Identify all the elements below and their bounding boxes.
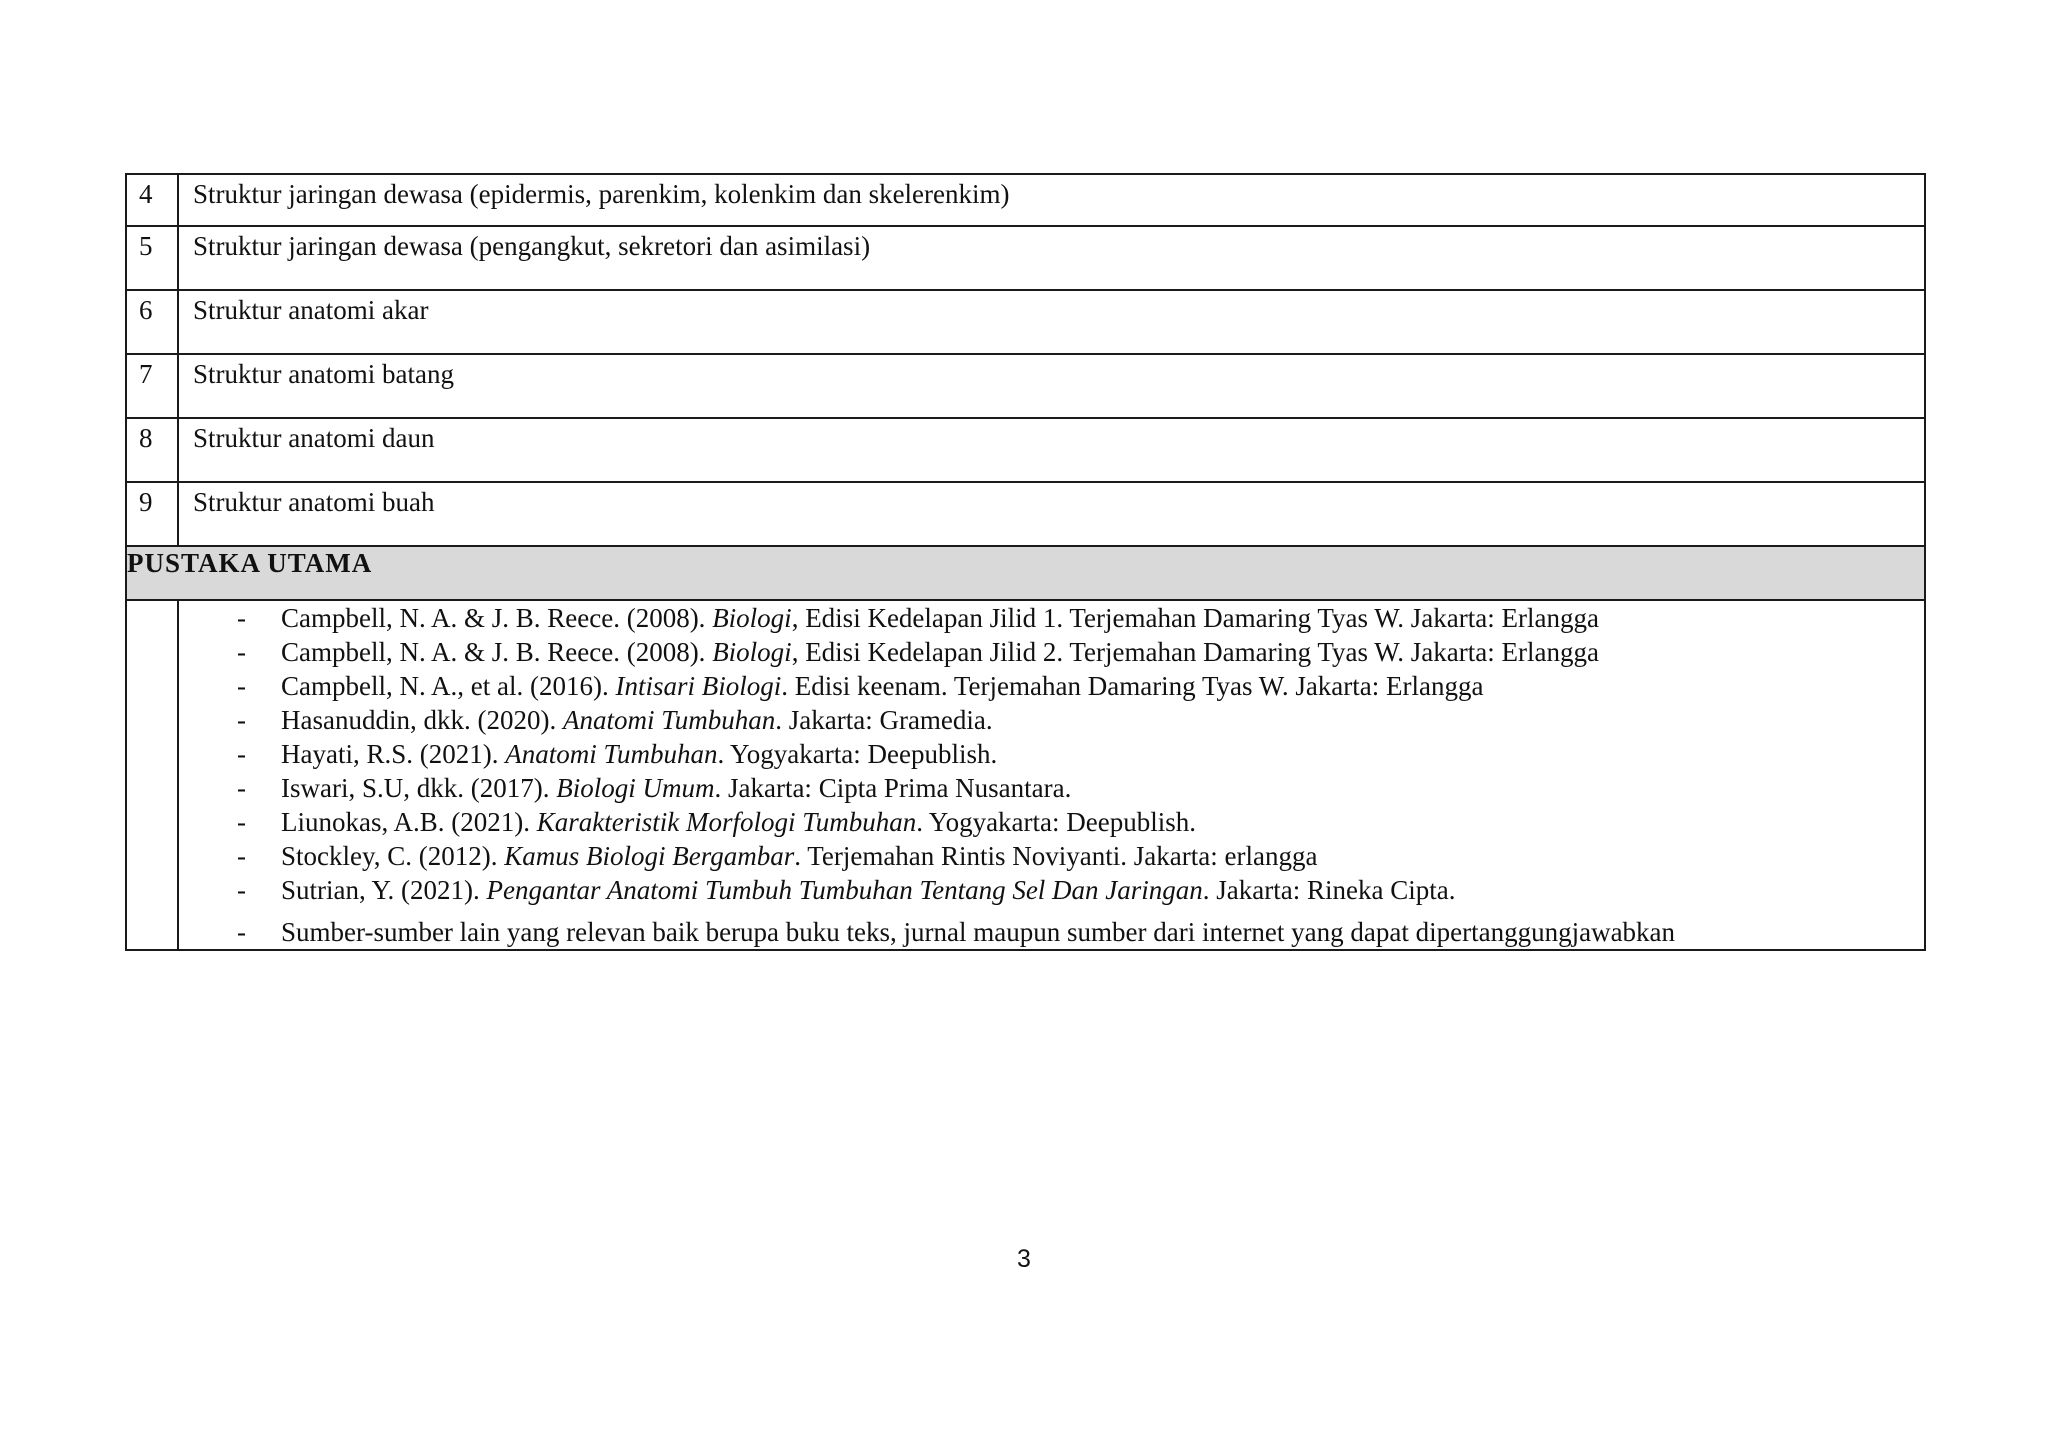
bullet-dash: - xyxy=(237,603,246,633)
reference-author: Sutrian, Y. (2021). xyxy=(281,875,487,905)
table-row xyxy=(126,174,1925,226)
references-row xyxy=(126,600,1925,950)
reference-author: Campbell, N. A., et al. (2016). xyxy=(281,671,616,701)
bullet-dash: - xyxy=(237,637,246,667)
reference-item xyxy=(179,805,1924,839)
reference-author: Liunokas, A.B. (2021). xyxy=(281,807,537,837)
reference-author: Iswari, S.U, dkk. (2017). xyxy=(281,773,557,803)
reference-details: . Yogyakarta: Deepublish. xyxy=(916,807,1196,837)
bullet-dash: - xyxy=(237,917,246,947)
section-title: PUSTAKA UTAMA xyxy=(126,546,1925,600)
reference-details: . Edisi keenam. Terjemahan Damaring Tyas W. Jakarta: Erlangga xyxy=(781,671,1484,701)
bullet-dash: - xyxy=(237,773,246,803)
reference-title: Pengantar Anatomi Tumbuh Tumbuhan Tentang Sel Dan Jaringan xyxy=(486,875,1203,905)
reference-title: Biologi xyxy=(712,603,792,633)
reference-author: Campbell, N. A. & J. B. Reece. (2008). xyxy=(281,603,713,633)
reference-details: . Jakarta: Rineka Cipta. xyxy=(1202,875,1456,905)
row-topic: Struktur anatomi batang xyxy=(178,354,1925,418)
reference-title: Biologi Umum xyxy=(556,773,715,803)
reference-title: Intisari Biologi xyxy=(615,671,782,701)
reference-item xyxy=(179,601,1924,635)
row-topic: Struktur jaringan dewasa (pengangkut, sekretori dan asimilasi) xyxy=(178,226,1925,290)
row-number: 7 xyxy=(126,354,178,418)
bullet-dash: - xyxy=(237,739,246,769)
row-topic: Struktur anatomi daun xyxy=(178,418,1925,482)
reference-author: Campbell, N. A. & J. B. Reece. (2008). xyxy=(281,637,713,667)
reference-author: Hasanuddin, dkk. (2020). xyxy=(281,705,563,735)
reference-details: . Jakarta: Gramedia. xyxy=(775,705,993,735)
row-number: 6 xyxy=(126,290,178,354)
reference-details: , Edisi Kedelapan Jilid 2. Terjemahan Damaring Tyas W. Jakarta: Erlangga xyxy=(791,637,1599,667)
section-header-row xyxy=(126,546,1925,600)
reference-item xyxy=(179,737,1924,771)
references-number-cell xyxy=(126,600,178,950)
row-number: 8 xyxy=(126,418,178,482)
references-cell xyxy=(178,600,1925,950)
reference-details: , Edisi Kedelapan Jilid 1. Terjemahan Damaring Tyas W. Jakarta: Erlangga xyxy=(791,603,1599,633)
reference-author: Hayati, R.S. (2021). xyxy=(281,739,506,769)
table-row xyxy=(126,418,1925,482)
reference-item xyxy=(179,635,1924,669)
row-number: 5 xyxy=(126,226,178,290)
reference-title: Anatomi Tumbuhan xyxy=(505,739,718,769)
bullet-dash: - xyxy=(237,671,246,701)
row-topic: Struktur anatomi buah xyxy=(178,482,1925,546)
table-row xyxy=(126,226,1925,290)
reference-text: Sumber-sumber lain yang relevan baik berupa buku teks, jurnal maupun sumber dari internet yang dapat dipertanggungjawabkan xyxy=(281,917,1676,947)
bullet-dash: - xyxy=(237,705,246,735)
reference-title: Anatomi Tumbuhan xyxy=(562,705,776,735)
table-row xyxy=(126,290,1925,354)
reference-item xyxy=(179,915,1924,949)
reference-title: Karakteristik Morfologi Tumbuhan xyxy=(536,807,917,837)
reference-details: . Jakarta: Cipta Prima Nusantara. xyxy=(714,773,1072,803)
page-number: 3 xyxy=(1017,1245,1031,1273)
row-topic: Struktur anatomi akar xyxy=(178,290,1925,354)
row-number: 4 xyxy=(126,174,178,226)
table-row xyxy=(126,354,1925,418)
syllabus-table xyxy=(125,173,1926,951)
bullet-dash: - xyxy=(237,807,246,837)
reference-item xyxy=(179,873,1924,907)
bullet-dash: - xyxy=(237,841,246,871)
reference-item xyxy=(179,669,1924,703)
row-number: 9 xyxy=(126,482,178,546)
reference-item xyxy=(179,771,1924,805)
row-topic: Struktur jaringan dewasa (epidermis, parenkim, kolenkim dan skelerenkim) xyxy=(178,174,1925,226)
reference-details: . Yogyakarta: Deepublish. xyxy=(717,739,998,769)
reference-title: Biologi xyxy=(712,637,792,667)
reference-author: Stockley, C. (2012). xyxy=(281,841,505,871)
reference-item xyxy=(179,839,1924,873)
reference-list xyxy=(179,601,1924,949)
reference-item xyxy=(179,703,1924,737)
table-row xyxy=(126,482,1925,546)
reference-title: Kamus Biologi Bergambar xyxy=(504,841,795,871)
bullet-dash: - xyxy=(237,875,246,905)
reference-details: . Terjemahan Rintis Noviyanti. Jakarta: erlangga xyxy=(794,841,1318,871)
